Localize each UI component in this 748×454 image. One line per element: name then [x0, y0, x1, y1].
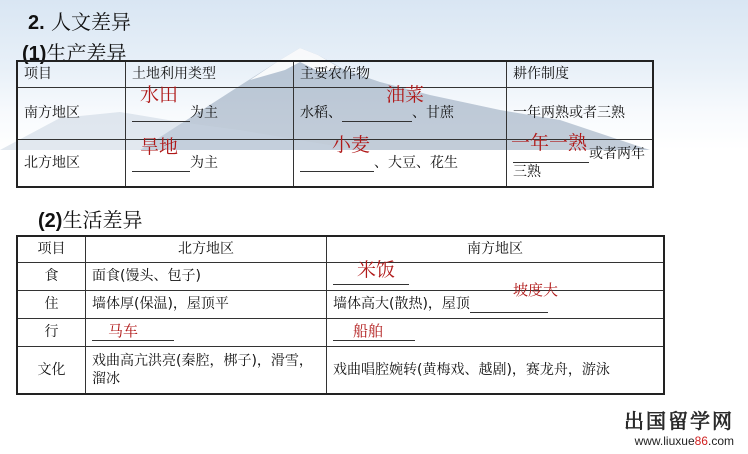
- header-cell: 土地利用类型: [126, 61, 294, 87]
- header-cell: 主要农作物: [294, 61, 507, 87]
- answer-text: 小麦: [332, 133, 371, 156]
- section-number: 2.: [28, 12, 45, 34]
- header-cell: 南方地区: [327, 236, 665, 262]
- answer-text: 米饭: [357, 258, 396, 281]
- region-cell: 南方地区: [17, 87, 126, 139]
- url-number: 86: [694, 434, 708, 448]
- crop-cell: [294, 133, 507, 187]
- table-row: [17, 290, 664, 318]
- table-row: [17, 262, 664, 290]
- north-cell: 面食(馒头、包子): [86, 262, 327, 290]
- header-cell: 项目: [17, 61, 126, 87]
- answer-text: 油菜: [386, 83, 425, 106]
- answer-text: 马车: [108, 321, 139, 340]
- fill-blank: [92, 340, 174, 341]
- cell-text: 或者两年三熟: [513, 145, 645, 180]
- fill-blank: [132, 171, 190, 172]
- watermark-url: [624, 434, 734, 448]
- cell-text: 为主: [190, 105, 218, 121]
- subheading-number: (2): [38, 210, 63, 232]
- land-type-cell: [126, 135, 294, 187]
- north-cell: 墙体厚(保温)，屋顶平: [86, 290, 327, 318]
- item-cell: 食: [17, 262, 86, 290]
- north-cell: 戏曲高亢洪亮(秦腔，梆子)，滑雪，溜冰: [86, 346, 327, 394]
- table-row: [17, 139, 653, 187]
- fill-blank: [470, 312, 548, 313]
- site-watermark: [624, 405, 734, 448]
- answer-text: 坡度大: [513, 280, 559, 299]
- url-part: .com: [707, 434, 734, 448]
- answer-text: 一年一熟: [511, 131, 588, 154]
- fill-blank: [300, 171, 374, 172]
- section-heading: [28, 6, 131, 35]
- table-row: [17, 318, 664, 346]
- item-cell: 文化: [17, 346, 86, 394]
- crop-cell: [294, 83, 507, 139]
- farming-cell: [507, 131, 654, 187]
- fill-blank: [333, 284, 409, 285]
- answer-text: 旱地: [140, 135, 179, 158]
- section-title: 人文差异: [51, 10, 132, 34]
- fill-blank: [132, 121, 190, 122]
- item-cell: 住: [17, 290, 86, 318]
- header-cell: 北方地区: [86, 236, 327, 262]
- south-cell: [327, 280, 665, 318]
- life-table: [16, 235, 665, 395]
- south-cell: 戏曲唱腔婉转(黄梅戏、越剧)，赛龙舟，游泳: [327, 346, 665, 394]
- farming-cell: 一年两熟或者三熟: [507, 87, 654, 139]
- south-cell: [327, 318, 665, 346]
- region-cell: 北方地区: [17, 139, 126, 187]
- table-header-row: [17, 61, 653, 87]
- item-cell: 行: [17, 318, 86, 346]
- header-cell: 耕作制度: [507, 61, 654, 87]
- table-header-row: [17, 236, 664, 262]
- cell-text: 墙体高大(散热)，屋顶: [333, 296, 470, 312]
- table-row: [17, 346, 664, 394]
- fill-blank: [333, 340, 415, 341]
- cell-text: 、甘蔗: [412, 105, 454, 121]
- production-table: [16, 60, 654, 188]
- land-type-cell: [126, 83, 294, 139]
- subheading-life: [38, 204, 142, 233]
- south-cell: [327, 258, 665, 290]
- cell-text: 为主: [190, 154, 218, 171]
- north-cell: [86, 318, 327, 346]
- answer-text: 水田: [140, 83, 179, 106]
- header-cell: 项目: [17, 236, 86, 262]
- url-part: www.liuxue: [634, 434, 695, 448]
- fill-blank: [513, 162, 589, 163]
- cell-text: 水稻、: [300, 105, 342, 121]
- subheading-number: (1): [22, 43, 47, 65]
- fill-blank: [342, 121, 412, 122]
- answer-text: 船舶: [353, 321, 384, 340]
- watermark-title: 出国留学网: [624, 409, 734, 433]
- subheading-title: 生产差异: [46, 41, 127, 65]
- cell-text: 、大豆、花生: [374, 154, 458, 171]
- subheading-title: 生活差异: [62, 208, 143, 232]
